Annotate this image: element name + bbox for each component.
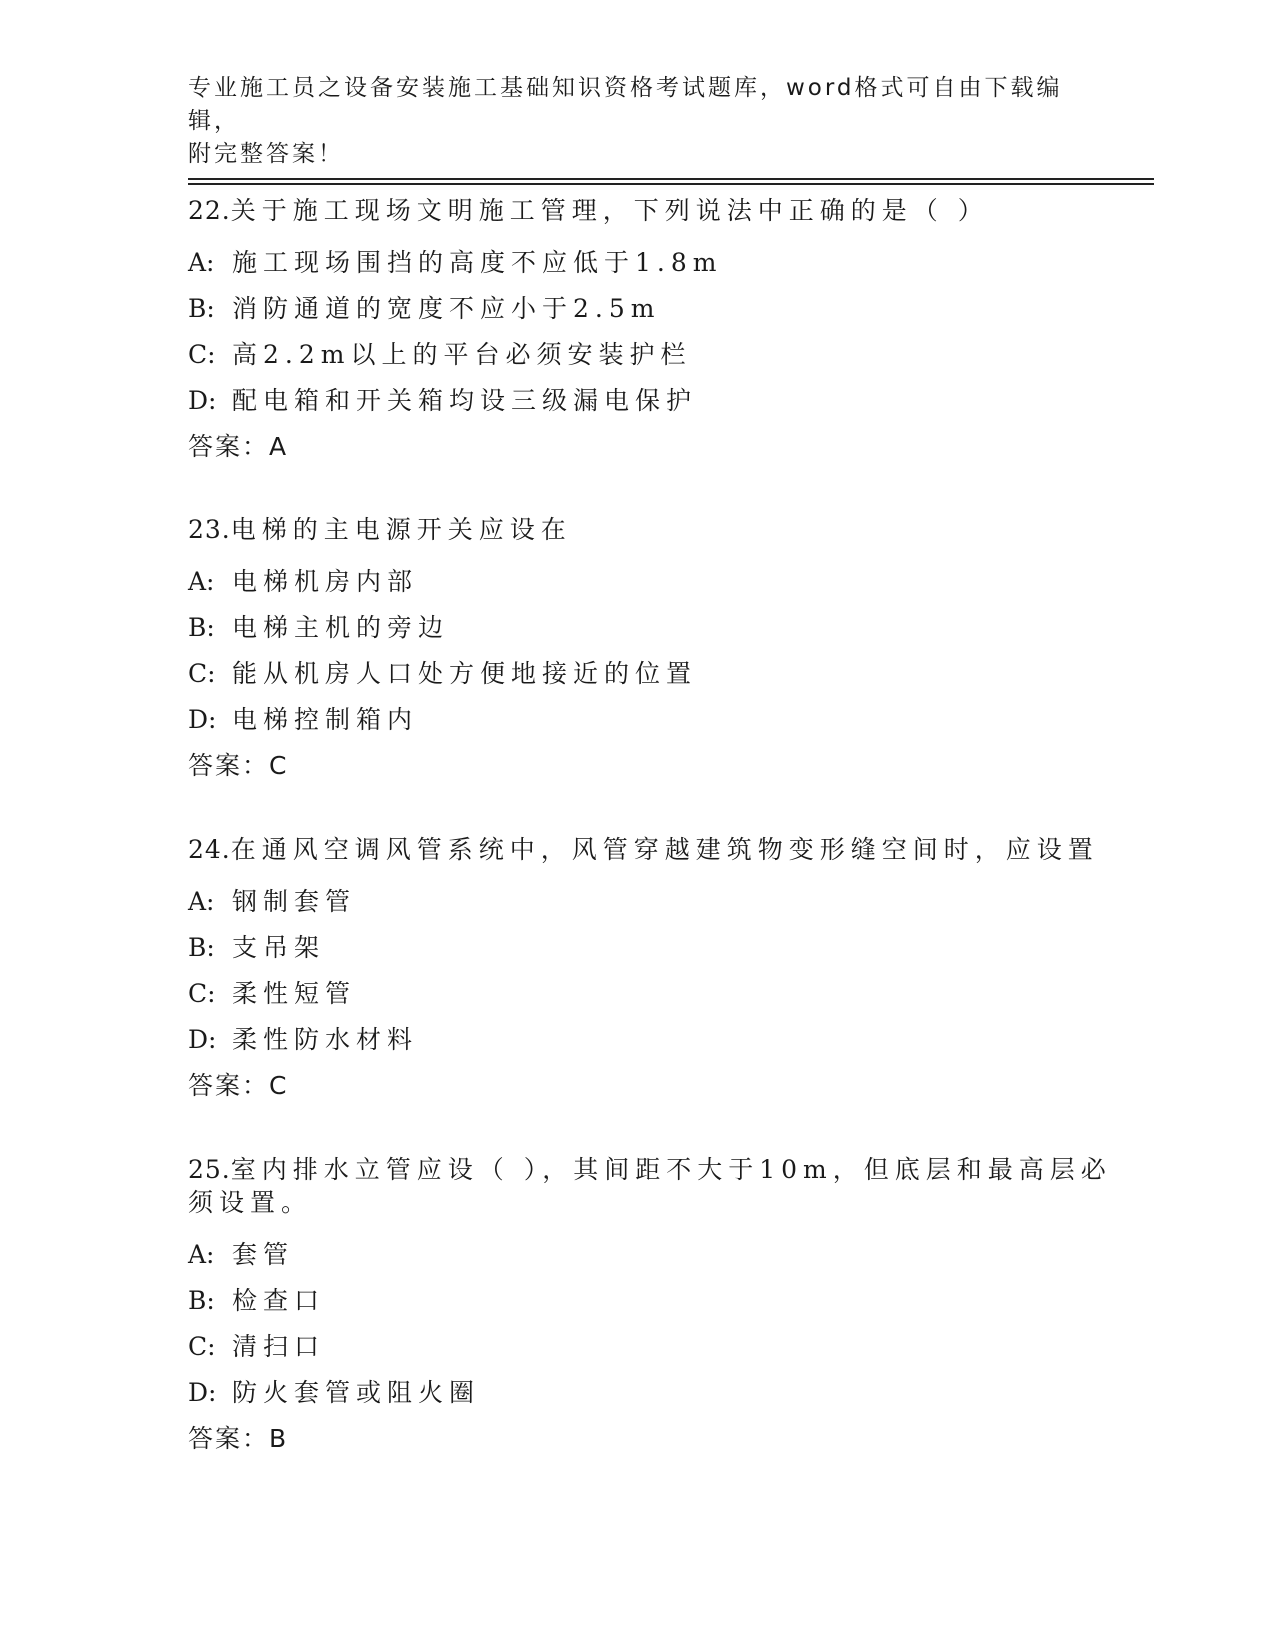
option-letter: D:: [188, 386, 217, 415]
document-header: [188, 72, 1068, 171]
option-letter: C:: [188, 340, 216, 369]
option-b: [188, 925, 1118, 971]
option-letter: D:: [188, 705, 217, 734]
option-text: 清扫口: [232, 1332, 326, 1361]
option-letter: A:: [188, 887, 215, 916]
option-text: 检查口: [232, 1286, 326, 1315]
header-divider-top: [188, 178, 1154, 180]
option-text: 钢制套管: [232, 887, 357, 916]
question-number: 23.: [188, 515, 231, 544]
option-text: 电梯主机的旁边: [232, 613, 450, 642]
question-number: 25.: [188, 1155, 231, 1184]
option-b: [188, 286, 1118, 332]
option-text: 柔性防水材料: [232, 1025, 419, 1054]
option-a: [188, 1232, 1118, 1278]
question-24: [188, 833, 1118, 1109]
option-c: [188, 651, 1118, 697]
option-a: [188, 559, 1118, 605]
option-b: [188, 1278, 1118, 1324]
option-letter: C:: [188, 659, 216, 688]
answer-line: 答案：A: [188, 432, 289, 461]
option-letter: A:: [188, 248, 215, 277]
option-letter: B:: [188, 933, 215, 962]
question-text: [188, 1153, 1118, 1219]
option-c: [188, 971, 1118, 1017]
option-text: 高2.2m以上的平台必须安装护栏: [232, 340, 692, 369]
option-text: 配电箱和开关箱均设三级漏电保护: [232, 386, 698, 415]
option-text: 电梯控制箱内: [232, 705, 419, 734]
header-line-1: 专业施工员之设备安装施工基础知识资格考试题库，word格式可自由下载编辑，: [188, 75, 1063, 134]
question-number: 24.: [188, 835, 231, 864]
question-stem: 在通风空调风管系统中，风管穿越建筑物变形缝空间时，应设置: [230, 835, 1099, 864]
option-letter: B:: [188, 1286, 215, 1315]
option-text: 套管: [232, 1240, 295, 1269]
option-text: 施工现场围挡的高度不应低于1.8m: [232, 248, 723, 277]
option-letter: C:: [188, 1332, 216, 1361]
option-letter: D:: [188, 1378, 217, 1407]
option-d: [188, 1017, 1118, 1063]
option-d: [188, 1370, 1118, 1416]
option-text: 防火套管或阻火圈: [232, 1378, 481, 1407]
option-text: 电梯机房内部: [232, 567, 419, 596]
option-b: [188, 605, 1118, 651]
question-text: [188, 833, 1118, 866]
question-22: [188, 194, 1118, 470]
option-c: [188, 332, 1118, 378]
option-letter: A:: [188, 567, 215, 596]
answer-line: 答案：C: [188, 1071, 289, 1100]
question-25: [188, 1153, 1118, 1462]
question-stem: 室内排水立管应设（ ），其间距不大于10m，但底层和最高层必须设置。: [188, 1155, 1112, 1217]
option-d: [188, 378, 1118, 424]
option-letter: A:: [188, 1240, 215, 1269]
header-line-2: 附完整答案！: [188, 141, 344, 167]
question-text: [188, 194, 1118, 227]
answer-line: 答案：C: [188, 751, 289, 780]
option-letter: D:: [188, 1025, 217, 1054]
option-text: 柔性短管: [232, 979, 357, 1008]
option-a: [188, 240, 1118, 286]
option-letter: B:: [188, 613, 215, 642]
question-text: [188, 513, 1118, 546]
question-23: [188, 513, 1118, 789]
option-a: [188, 879, 1118, 925]
option-c: [188, 1324, 1118, 1370]
option-text: 支吊架: [232, 933, 326, 962]
option-letter: C:: [188, 979, 216, 1008]
option-d: [188, 697, 1118, 743]
header-divider-bottom: [188, 183, 1154, 185]
question-number: 22.: [188, 196, 231, 225]
option-text: 消防通道的宽度不应小于2.5m: [232, 294, 661, 323]
option-letter: B:: [188, 294, 215, 323]
answer-line: 答案：B: [188, 1424, 289, 1453]
option-text: 能从机房人口处方便地接近的位置: [232, 659, 698, 688]
question-stem: 电梯的主电源开关应设在: [230, 515, 572, 544]
question-stem: 关于施工现场文明施工管理，下列说法中正确的是（ ）: [230, 196, 989, 225]
